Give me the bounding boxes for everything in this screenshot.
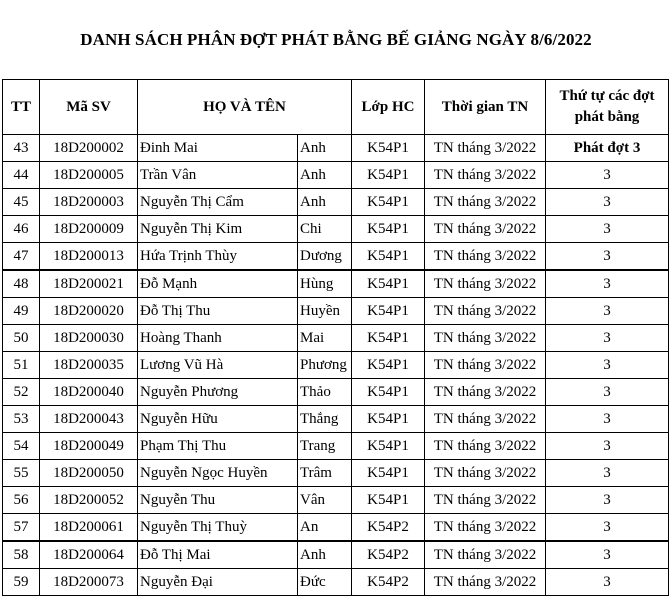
cell-ho: Đinh Mai [138, 135, 298, 162]
cell-ma-sv: 18D200052 [40, 487, 138, 514]
cell-ma-sv: 18D200002 [40, 135, 138, 162]
cell-tt: 54 [3, 433, 40, 460]
cell-dot: 3 [546, 487, 669, 514]
header-ma-sv: Mã SV [40, 80, 138, 135]
cell-lop: K54P1 [352, 379, 425, 406]
cell-ho: Đỗ Thị Mai [138, 541, 298, 569]
cell-tt: 59 [3, 569, 40, 596]
cell-lop: K54P1 [352, 460, 425, 487]
table-row [3, 325, 669, 352]
cell-lop: K54P1 [352, 352, 425, 379]
table-row [3, 243, 669, 271]
cell-dot: 3 [546, 352, 669, 379]
cell-lop: K54P1 [352, 406, 425, 433]
table-row [3, 189, 669, 216]
cell-tt: 49 [3, 298, 40, 325]
cell-lop: K54P2 [352, 514, 425, 542]
header-thoi-gian-tn: Thời gian TN [425, 80, 546, 135]
cell-ho: Phạm Thị Thu [138, 433, 298, 460]
cell-ma-sv: 18D200073 [40, 569, 138, 596]
cell-ma-sv: 18D200005 [40, 162, 138, 189]
cell-ho: Nguyễn Thu [138, 487, 298, 514]
cell-ten: Trang [298, 433, 352, 460]
cell-ma-sv: 18D200061 [40, 514, 138, 542]
table-row [3, 460, 669, 487]
cell-ma-sv: 18D200030 [40, 325, 138, 352]
cell-tt: 58 [3, 541, 40, 569]
cell-thoi-gian: TN tháng 3/2022 [425, 514, 546, 542]
cell-tt: 56 [3, 487, 40, 514]
cell-dot: 3 [546, 189, 669, 216]
cell-ma-sv: 18D200049 [40, 433, 138, 460]
cell-lop: K54P1 [352, 243, 425, 271]
table-row [3, 406, 669, 433]
cell-ten: Phương [298, 352, 352, 379]
cell-ho: Lương Vũ Hà [138, 352, 298, 379]
header-row [3, 80, 669, 135]
student-table [2, 79, 669, 596]
cell-lop: K54P1 [352, 189, 425, 216]
cell-thoi-gian: TN tháng 3/2022 [425, 162, 546, 189]
cell-ho: Trần Vân [138, 162, 298, 189]
cell-ho: Hứa Trịnh Thùy [138, 243, 298, 271]
cell-thoi-gian: TN tháng 3/2022 [425, 541, 546, 569]
cell-ten: Hùng [298, 270, 352, 298]
cell-ma-sv: 18D200035 [40, 352, 138, 379]
table-row [3, 135, 669, 162]
cell-ten: Anh [298, 541, 352, 569]
cell-thoi-gian: TN tháng 3/2022 [425, 135, 546, 162]
cell-lop: K54P2 [352, 569, 425, 596]
cell-thoi-gian: TN tháng 3/2022 [425, 325, 546, 352]
cell-ten: Dương [298, 243, 352, 271]
cell-ho: Đỗ Mạnh [138, 270, 298, 298]
cell-thoi-gian: TN tháng 3/2022 [425, 243, 546, 271]
cell-tt: 43 [3, 135, 40, 162]
cell-dot: 3 [546, 514, 669, 542]
cell-ma-sv: 18D200040 [40, 379, 138, 406]
cell-ten: Đức [298, 569, 352, 596]
cell-thoi-gian: TN tháng 3/2022 [425, 189, 546, 216]
cell-ten: An [298, 514, 352, 542]
table-row [3, 298, 669, 325]
cell-ho: Đỗ Thị Thu [138, 298, 298, 325]
table-row [3, 216, 669, 243]
cell-tt: 44 [3, 162, 40, 189]
table-row [3, 569, 669, 596]
cell-ma-sv: 18D200009 [40, 216, 138, 243]
cell-tt: 47 [3, 243, 40, 271]
header-ho-va-ten: HỌ VÀ TÊN [138, 80, 352, 135]
table-body [3, 135, 669, 596]
cell-ten: Huyền [298, 298, 352, 325]
table-row [3, 541, 669, 569]
cell-dot: 3 [546, 270, 669, 298]
cell-ho: Hoàng Thanh [138, 325, 298, 352]
cell-dot: 3 [546, 541, 669, 569]
header-tt: TT [3, 80, 40, 135]
cell-thoi-gian: TN tháng 3/2022 [425, 352, 546, 379]
cell-thoi-gian: TN tháng 3/2022 [425, 460, 546, 487]
cell-tt: 45 [3, 189, 40, 216]
cell-thoi-gian: TN tháng 3/2022 [425, 216, 546, 243]
cell-ten: Mai [298, 325, 352, 352]
table-row [3, 379, 669, 406]
cell-lop: K54P1 [352, 162, 425, 189]
cell-dot: 3 [546, 406, 669, 433]
cell-ten: Anh [298, 135, 352, 162]
header-thu-tu: Thứ tự các đợt phát bằng [546, 80, 669, 135]
cell-ten: Trâm [298, 460, 352, 487]
table-row [3, 487, 669, 514]
cell-thoi-gian: TN tháng 3/2022 [425, 569, 546, 596]
cell-dot: 3 [546, 162, 669, 189]
cell-lop: K54P1 [352, 325, 425, 352]
cell-thoi-gian: TN tháng 3/2022 [425, 406, 546, 433]
cell-ten: Vân [298, 487, 352, 514]
page-title: DANH SÁCH PHÂN ĐỢT PHÁT BẰNG BẾ GIẢNG NGÀY 8/6/2022 [80, 30, 592, 49]
cell-ma-sv: 18D200020 [40, 298, 138, 325]
cell-thoi-gian: TN tháng 3/2022 [425, 270, 546, 298]
cell-dot: 3 [546, 325, 669, 352]
table-row [3, 433, 669, 460]
cell-dot: 3 [546, 569, 669, 596]
cell-tt: 48 [3, 270, 40, 298]
cell-thoi-gian: TN tháng 3/2022 [425, 487, 546, 514]
cell-ma-sv: 18D200021 [40, 270, 138, 298]
cell-lop: K54P1 [352, 270, 425, 298]
cell-lop: K54P1 [352, 135, 425, 162]
cell-ten: Chi [298, 216, 352, 243]
table-row [3, 352, 669, 379]
cell-ho: Nguyễn Đại [138, 569, 298, 596]
cell-lop: K54P1 [352, 433, 425, 460]
cell-dot: 3 [546, 298, 669, 325]
cell-ma-sv: 18D200013 [40, 243, 138, 271]
cell-tt: 51 [3, 352, 40, 379]
cell-thoi-gian: TN tháng 3/2022 [425, 298, 546, 325]
cell-tt: 53 [3, 406, 40, 433]
cell-ho: Nguyễn Phương [138, 379, 298, 406]
cell-lop: K54P1 [352, 298, 425, 325]
cell-ho: Nguyễn Hữu [138, 406, 298, 433]
cell-ho: Nguyễn Ngọc Huyền [138, 460, 298, 487]
cell-dot: 3 [546, 243, 669, 271]
cell-dot: 3 [546, 379, 669, 406]
cell-lop: K54P1 [352, 487, 425, 514]
cell-ma-sv: 18D200003 [40, 189, 138, 216]
cell-thoi-gian: TN tháng 3/2022 [425, 379, 546, 406]
cell-tt: 50 [3, 325, 40, 352]
cell-ho: Nguyễn Thị Cẩm [138, 189, 298, 216]
cell-thoi-gian: TN tháng 3/2022 [425, 433, 546, 460]
cell-dot: 3 [546, 460, 669, 487]
cell-ten: Anh [298, 189, 352, 216]
cell-dot: 3 [546, 433, 669, 460]
cell-dot: 3 [546, 216, 669, 243]
cell-tt: 52 [3, 379, 40, 406]
cell-ten: Thắng [298, 406, 352, 433]
cell-tt: 46 [3, 216, 40, 243]
cell-dot: Phát đợt 3 [546, 135, 669, 162]
cell-tt: 55 [3, 460, 40, 487]
cell-ma-sv: 18D200043 [40, 406, 138, 433]
cell-ten: Thảo [298, 379, 352, 406]
table-row [3, 514, 669, 542]
header-lop-hc: Lớp HC [352, 80, 425, 135]
cell-tt: 57 [3, 514, 40, 542]
cell-ho: Nguyễn Thị Kim [138, 216, 298, 243]
table-row [3, 270, 669, 298]
cell-lop: K54P2 [352, 541, 425, 569]
cell-ho: Nguyễn Thị Thuỳ [138, 514, 298, 542]
cell-ma-sv: 18D200050 [40, 460, 138, 487]
cell-lop: K54P1 [352, 216, 425, 243]
table-row [3, 162, 669, 189]
cell-ten: Anh [298, 162, 352, 189]
cell-ma-sv: 18D200064 [40, 541, 138, 569]
